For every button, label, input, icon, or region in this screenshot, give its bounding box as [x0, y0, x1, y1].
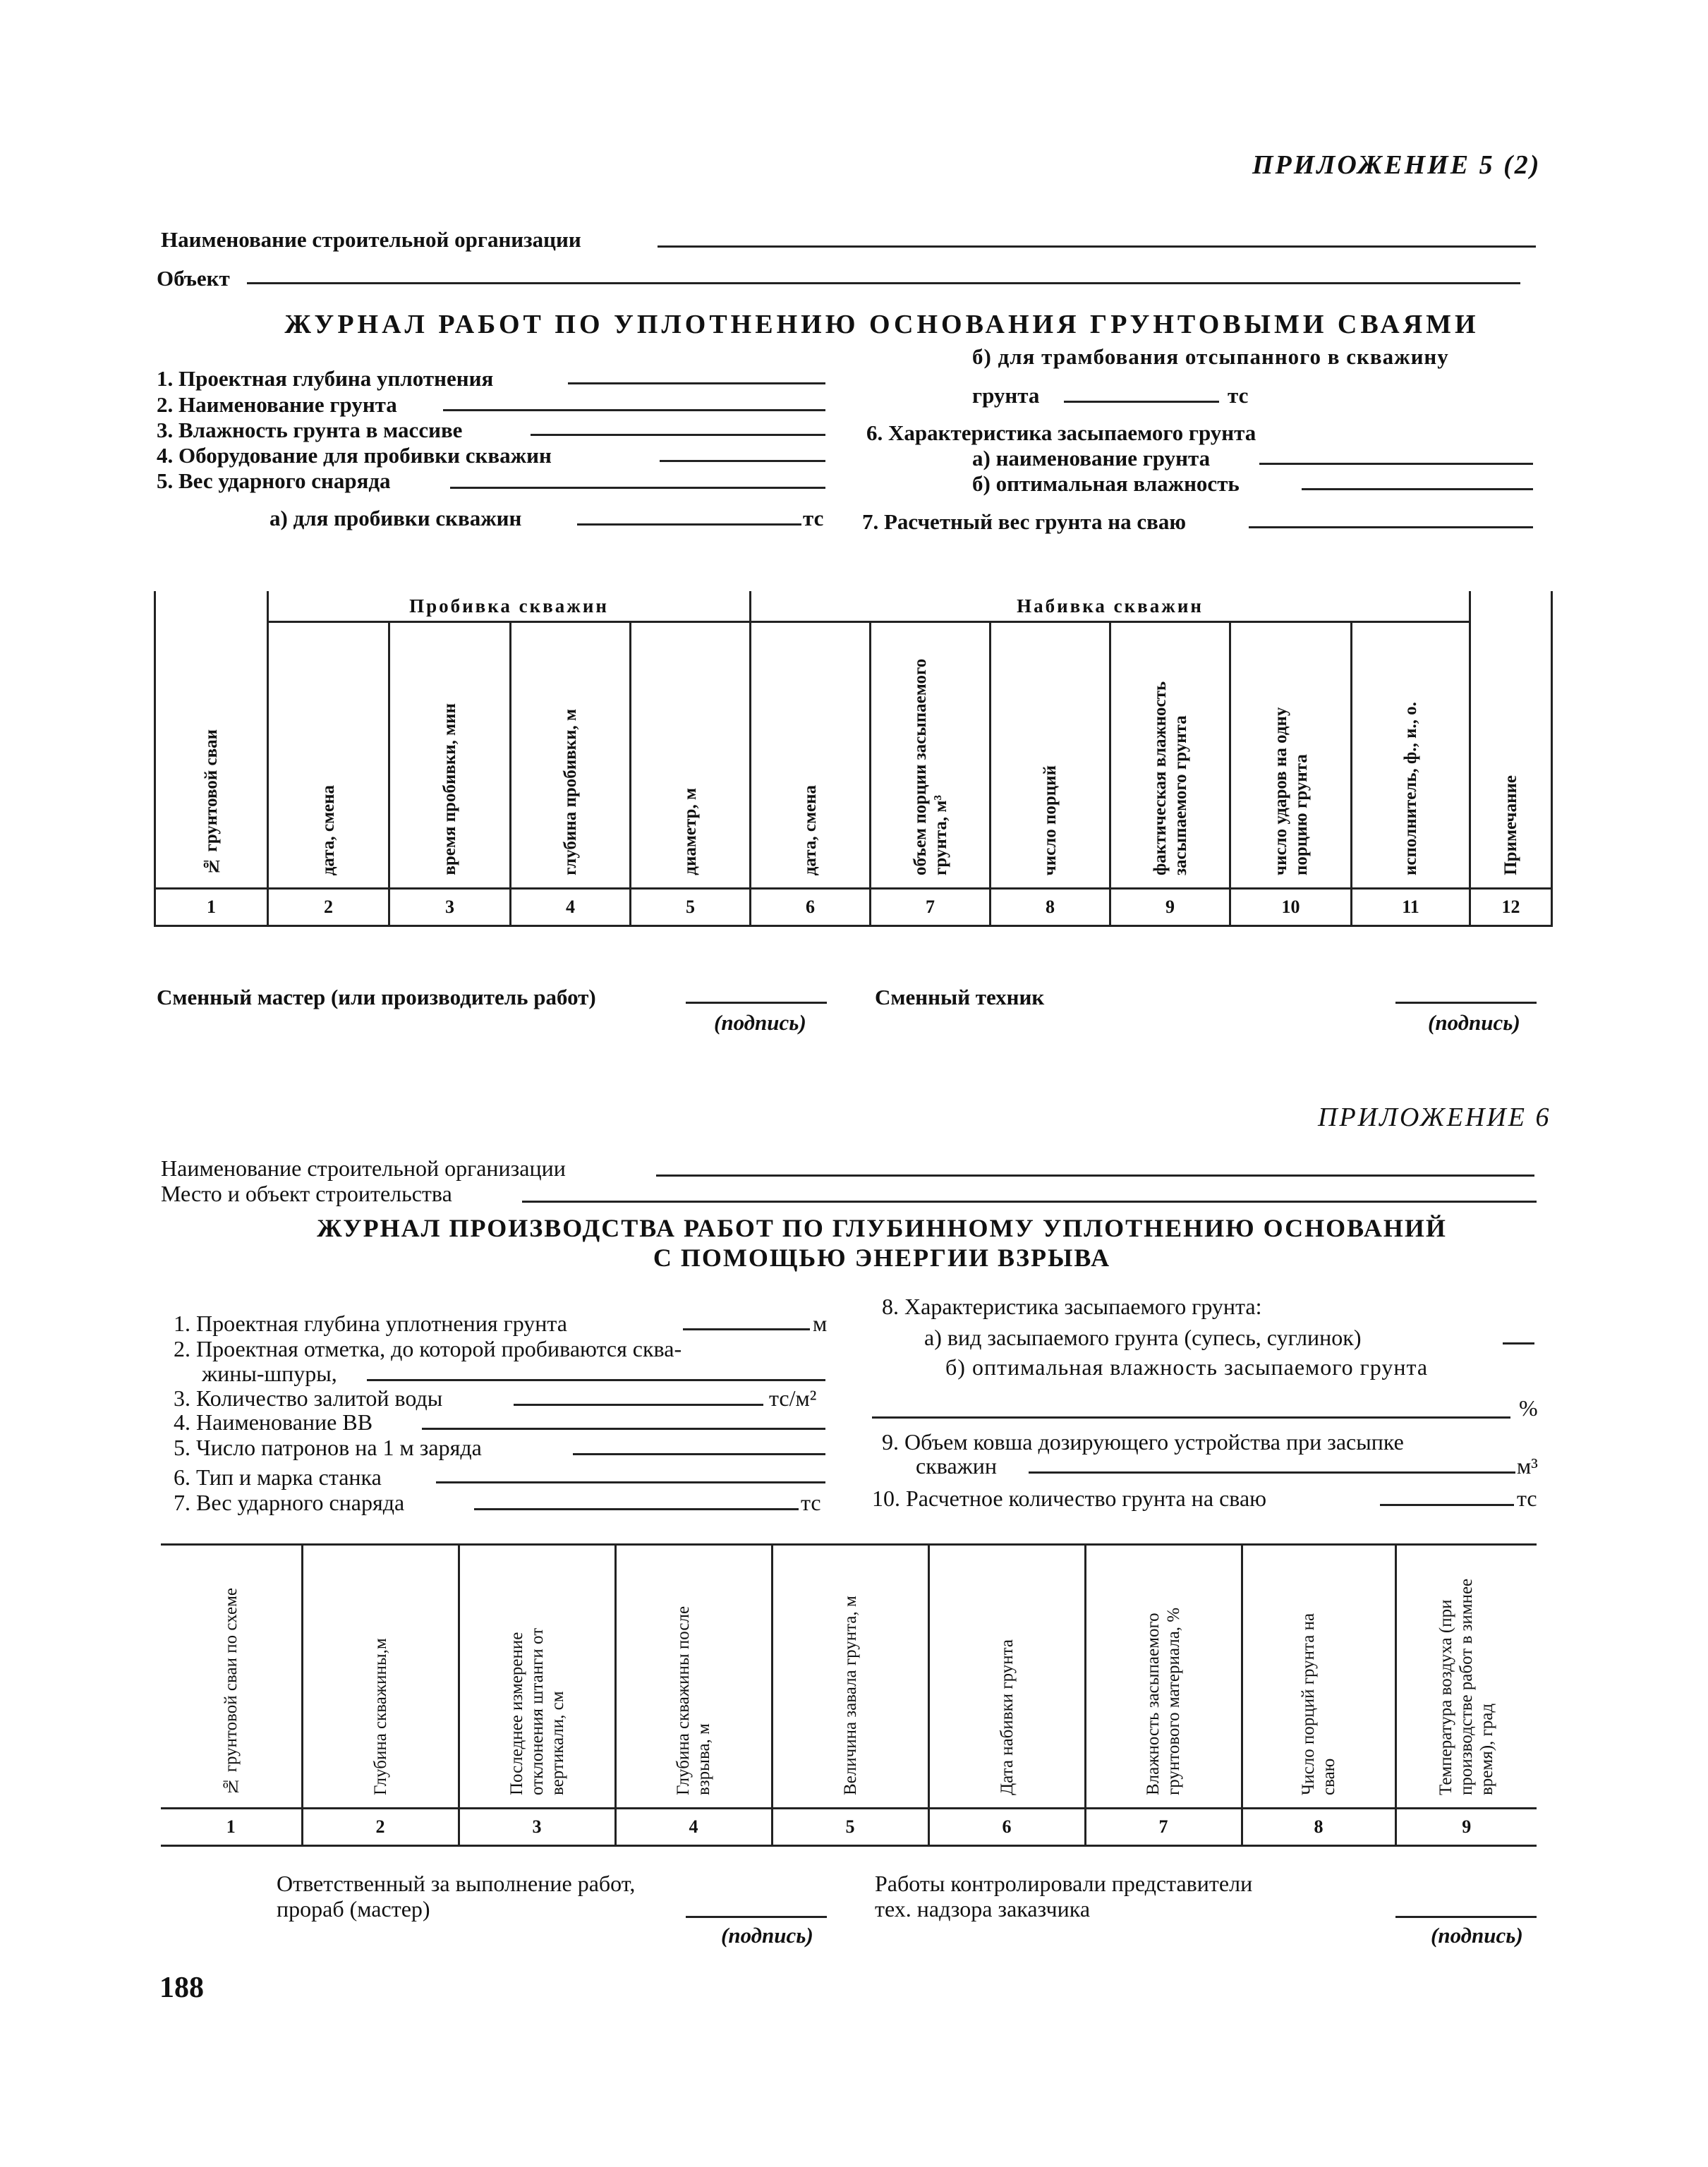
- col-header-2: дата, смена: [268, 622, 389, 889]
- org-name-field[interactable]: [658, 245, 1536, 248]
- col-number: 5: [631, 889, 751, 926]
- col-header-4: глубина пробивки, м: [511, 622, 631, 889]
- col-number: 11: [1352, 889, 1470, 926]
- item-6b: б) оптимальная влажность: [972, 471, 1240, 496]
- item6-8b-unit: %: [1519, 1395, 1538, 1421]
- page-number: 188: [159, 1972, 204, 2004]
- col-header-6: дата, смена: [751, 622, 871, 889]
- supervisors-signature-field[interactable]: [1395, 1916, 1537, 1918]
- group-header-probivka: Пробивка скважин: [268, 591, 751, 622]
- item6-8: 8. Характеристика засыпаемого грунта:: [882, 1294, 1262, 1319]
- item6-9-field[interactable]: [1029, 1471, 1515, 1474]
- item6-10: 10. Расчетное количество грунта на сваю: [872, 1486, 1267, 1511]
- org-name-field-6[interactable]: [656, 1174, 1534, 1177]
- item-5a-field[interactable]: [577, 523, 801, 526]
- supervisors-label-line2: тех. надзора заказчика: [875, 1896, 1091, 1922]
- item-5a: а) для пробивки скважин: [269, 506, 522, 530]
- item6-6-field[interactable]: [436, 1481, 825, 1483]
- item6-2-line1: 2. Проектная отметка, до которой пробиваются сква-: [174, 1336, 682, 1361]
- col-number: 3: [389, 889, 511, 926]
- col-number: 12: [1470, 889, 1552, 926]
- item-5: 5. Вес ударного снаряда: [157, 468, 391, 493]
- col6-header-9: Температура воздуха (при производстве работ в зимнее время), град: [1395, 1545, 1537, 1809]
- item-1-field[interactable]: [568, 382, 825, 384]
- appendix5-label: ПРИЛОЖЕНИЕ 5 (2): [1252, 150, 1542, 180]
- item6-7-unit: тс: [801, 1490, 821, 1515]
- item-5-field[interactable]: [450, 487, 825, 489]
- item-5b-line1: б) для трамбования отсыпанного в скважину: [972, 344, 1449, 369]
- col-number: 1: [161, 1809, 302, 1846]
- col-number: 3: [459, 1809, 615, 1846]
- item6-8a-field[interactable]: [1503, 1342, 1534, 1344]
- object-field[interactable]: [247, 282, 1520, 284]
- col-header-9: фактическая влажность засыпаемого грунта: [1110, 622, 1230, 889]
- object-label: Объект: [157, 266, 230, 291]
- item6-9-line1: 9. Объем ковша дозирующего устройства при засыпке: [882, 1429, 1404, 1455]
- item6-1: 1. Проектная глубина уплотнения грунта: [174, 1311, 567, 1336]
- col-number: 7: [871, 889, 991, 926]
- journal-title-6-line1: ЖУРНАЛ ПРОИЗВОДСТВА РАБОТ ПО ГЛУБИННОМУ УПЛОТНЕНИЮ ОСНОВАНИЙ: [317, 1214, 1447, 1242]
- item-1: 1. Проектная глубина уплотнения: [157, 366, 494, 391]
- responsible-label-line2: прораб (мастер): [277, 1896, 430, 1922]
- item-4-field[interactable]: [660, 460, 825, 462]
- explosion-journal-table: [161, 1543, 1537, 1847]
- item-5a-unit: тс: [803, 506, 824, 530]
- item6-1-unit: м: [813, 1311, 828, 1336]
- item-7: 7. Расчетный вес грунта на сваю: [862, 509, 1187, 534]
- item6-5: 5. Число патронов на 1 м заряда: [174, 1435, 482, 1460]
- item-6: 6. Характеристика засыпаемого грунта: [866, 420, 1256, 445]
- item6-4-field[interactable]: [422, 1428, 825, 1430]
- item-4: 4. Оборудование для пробивки скважин: [157, 443, 552, 468]
- col-header-7: объем порции засыпаемого грунта, м³: [871, 622, 991, 889]
- journal-title-6-line2: С ПОМОЩЬЮ ЭНЕРГИИ ВЗРЫВА: [653, 1244, 1111, 1272]
- item-6a: а) наименование грунта: [972, 446, 1211, 471]
- item-2: 2. Наименование грунта: [157, 392, 397, 417]
- signature-caption: (подпись): [1431, 1923, 1523, 1948]
- signature-caption: (подпись): [1428, 1010, 1520, 1035]
- signature-caption: (подпись): [714, 1010, 806, 1035]
- col-number: 5: [772, 1809, 928, 1846]
- col-number: 6: [928, 1809, 1085, 1846]
- column-number-row-6: [161, 1809, 1537, 1846]
- col6-header-3: Последнее измерение отклонения штанги от вертикали, см: [459, 1545, 615, 1809]
- item6-8a: а) вид засыпаемого грунта (супесь, суглинок): [924, 1325, 1362, 1350]
- shift-technician-label: Сменный техник: [875, 985, 1045, 1009]
- col-header-3: время пробивки, мин: [389, 622, 511, 889]
- col-number: 10: [1230, 889, 1352, 926]
- col-number: 7: [1085, 1809, 1242, 1846]
- item6-2-line2: жины-шпуры,: [202, 1361, 337, 1386]
- col6-header-6: Дата набивки грунта: [928, 1545, 1085, 1809]
- item6-3-field[interactable]: [514, 1404, 763, 1406]
- item6-10-unit: тс: [1517, 1486, 1537, 1511]
- col-header-1: № грунтовой сваи: [155, 591, 268, 889]
- col-header-5: диаметр, м: [631, 622, 751, 889]
- item-6b-field[interactable]: [1302, 488, 1533, 490]
- item-6a-field[interactable]: [1259, 463, 1533, 465]
- col-number: 1: [155, 889, 268, 926]
- item-7-field[interactable]: [1249, 526, 1533, 528]
- col6-header-4: Глубина скважины после взрыва, м: [615, 1545, 772, 1809]
- shift-master-label: Сменный мастер (или производитель работ): [157, 985, 596, 1009]
- item6-9-unit: м³: [1517, 1453, 1538, 1479]
- pile-journal-table: [154, 591, 1553, 927]
- place-label: Место и объект строительства: [161, 1181, 452, 1206]
- col-number: 8: [991, 889, 1110, 926]
- col6-header-2: Глубина скважины,м: [302, 1545, 459, 1809]
- item6-6: 6. Тип и марка станка: [174, 1464, 382, 1490]
- place-field[interactable]: [522, 1201, 1537, 1203]
- col6-header-1: № грунтовой сваи по схеме: [161, 1545, 302, 1809]
- col-number: 9: [1395, 1809, 1537, 1846]
- col-number: 2: [302, 1809, 459, 1846]
- item6-8b: б) оптимальная влажность засыпаемого грунта: [945, 1354, 1429, 1380]
- signature-caption: (подпись): [721, 1923, 813, 1948]
- item-5b-field[interactable]: [1064, 401, 1219, 403]
- org-name-label: Наименование строительной организации: [161, 227, 581, 252]
- shift-master-signature-field[interactable]: [686, 1002, 827, 1004]
- item6-10-field[interactable]: [1380, 1504, 1514, 1506]
- item6-7-field[interactable]: [474, 1508, 799, 1510]
- col6-header-5: Величина завала грунта, м: [772, 1545, 928, 1809]
- col-header-8: число порций: [991, 622, 1110, 889]
- col-number: 9: [1110, 889, 1230, 926]
- item-5b-unit: тс: [1228, 383, 1249, 408]
- item-3-field[interactable]: [531, 434, 825, 436]
- shift-technician-signature-field[interactable]: [1395, 1002, 1537, 1004]
- item6-8b-field[interactable]: [872, 1416, 1510, 1419]
- item6-5-field[interactable]: [573, 1453, 825, 1455]
- item-2-field[interactable]: [443, 409, 825, 411]
- supervisors-label-line1: Работы контролировали представители: [875, 1871, 1253, 1896]
- item6-9-line2: скважин: [916, 1453, 997, 1479]
- responsible-label-line1: Ответственный за выполнение работ,: [277, 1871, 636, 1896]
- appendix6-label: ПРИЛОЖЕНИЕ 6: [1318, 1103, 1551, 1132]
- column-number-row: [155, 889, 1552, 926]
- group-header-nabivka: Набивка скважин: [751, 591, 1470, 622]
- col6-header-8: Число порций грунта на сваю: [1242, 1545, 1395, 1809]
- col6-header-7: Влажность засыпаемого грунтового материала, %: [1085, 1545, 1242, 1809]
- item-5b-line2: грунта: [972, 383, 1040, 408]
- col-number: 8: [1242, 1809, 1395, 1846]
- org-name-label-6: Наименование строительной организации: [161, 1155, 566, 1181]
- col-header-10: число ударов на одну порцию грунта: [1230, 622, 1352, 889]
- col-header-12: Примечание: [1470, 591, 1552, 889]
- item6-4: 4. Наименование ВВ: [174, 1409, 373, 1435]
- col-number: 2: [268, 889, 389, 926]
- item6-2-field[interactable]: [367, 1379, 825, 1381]
- responsible-signature-field[interactable]: [686, 1916, 827, 1918]
- item6-3: 3. Количество залитой воды: [174, 1385, 443, 1411]
- item-3: 3. Влажность грунта в массиве: [157, 418, 463, 442]
- col-number: 4: [511, 889, 631, 926]
- item6-7: 7. Вес ударного снаряда: [174, 1490, 405, 1515]
- col-number: 6: [751, 889, 871, 926]
- col-number: 4: [615, 1809, 772, 1846]
- item6-3-unit: тс/м²: [769, 1385, 817, 1411]
- item6-1-field[interactable]: [683, 1328, 810, 1330]
- journal-title: ЖУРНАЛ РАБОТ ПО УПЛОТНЕНИЮ ОСНОВАНИЯ ГРУНТОВЫМИ СВАЯМИ: [284, 310, 1479, 339]
- col-header-11: исполнитель, ф., и., о.: [1352, 622, 1470, 889]
